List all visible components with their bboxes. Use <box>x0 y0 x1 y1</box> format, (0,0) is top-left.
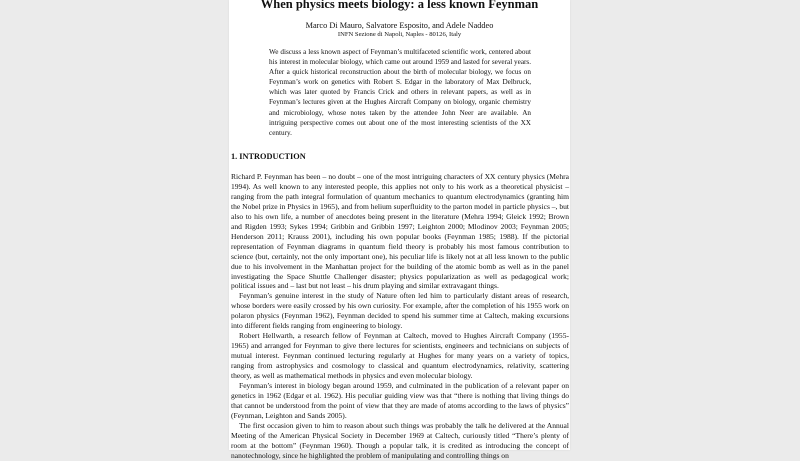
paper-title: When physics meets biology: a less known Feynman <box>260 0 539 11</box>
paper-page <box>229 0 570 460</box>
abstract: We discuss a less known aspect of Feynman’s multifaceted scientific work, centered about his interest in molecular biology, which came out around 1959 and lasted for several years. After a quick historical reconstruction about the birth of molecular biology, we focus on Feynman’s work on genetics with Robert S. Edgar in the laboratory of Max Delbruck, which was later quoted by Francis Crick and others in relevant papers, as well as in Feynman’s lectures given at the Hughes Aircraft Company on biology, organic chemistry and microbiology, whose notes taken by the attendee John Neer are available. An intriguing perspective comes out about one of the most interesting scientists of the XX century. <box>269 48 531 137</box>
body-paragraph: Feynman’s interest in biology began around 1959, and culminated in the publication of a relevant paper on genetics in 1962 (Edgar et al. 1962). His peculiar guiding view was that “there is nothing that living things do that cannot be understood from the point of view that they are made of atoms according to the laws of physics” (Feynman, Leighton and Sands 2005). <box>231 381 569 420</box>
section-heading: 1. INTRODUCTION <box>231 152 306 161</box>
body-paragraph: The first occasion given to him to reason about such things was probably the talk he delivered at the Annual Meeting of the American Physical Society in December 1969 at Caltech, curiously titled “There’s plenty of room at the bottom” (Feynman 1960). Though a popular talk, it is credited as introducing the concept of nanotechnology, since he highlighted the problem of manipulating and controlling things on <box>231 420 569 460</box>
paper-affiliation: INFN Sezione di Napoli, Naples - 80126, Italy <box>337 31 462 38</box>
body-paragraph: Feynman’s genuine interest in the study of Nature often led him to particularly distant areas of research, whose borders were easily crossed by his own curiosity. For example, after the completion of his 1955 work on polaron physics (Feynman 1962), Feynman decided to spend his summer time at Caltech, making excursions into different fields ranging from engineering to biology. <box>231 291 569 331</box>
body-paragraph: Richard P. Feynman has been – no doubt – one of the most intriguing characters of XX century physics (Mehra 1994). As well known to any interested people, this applies not only to his work as a theoretical physicist – ranging from the path integral formulation of quantum mechanics to quantum electrodynamics (granting him the Nobel prize in Physics in 1965), and from helium superfluidity to the parton model in particle physics –, but also to his own life, a number of anecdotes being present in the literature (Mehra 1994; Gleick 1992; Brown and Rigden 1993; Sykes 1994; Gribbin and Gribbin 1997; Leighton 2000; Mlodinov 2003; Feynman 2005; Henderson 2011; Krauss 2001), including his own popular books (Feynman 1985; 1988). If the pictorial representation of Feynman diagrams in quantum field theory is probably his most famous contribution to science (but, certainly, not the only important one), his peculiar life is likely not at all less known to the public due to his involvement in the Manhattan project for the building of the atomic bomb as well as in the panel investigating the Space Shuttle Challenger disaster; physics popularization as well as pedagogical work; political issues and – last but not least – his drum playing and similar extravagant things. <box>231 172 569 291</box>
body-paragraph: Robert Hellwarth, a research fellow of Feynman at Caltech, moved to Hughes Aircraft Company (1955-1965) and arranged for Feynman to give there lectures for scientists, engineers and technicians on subjects of mutual interest. Feynman continued lecturing regularly at Hughes for many years on a variety of topics, ranging from astrophysics and cosmology to classical and quantum electrodynamics, relativity, scattering theory, as well as mathematical methods in physics and even molecular biology. <box>231 331 569 381</box>
paper-authors: Marco Di Mauro, Salvatore Esposito, and Adele Naddeo <box>305 21 494 30</box>
section-body <box>231 172 569 461</box>
